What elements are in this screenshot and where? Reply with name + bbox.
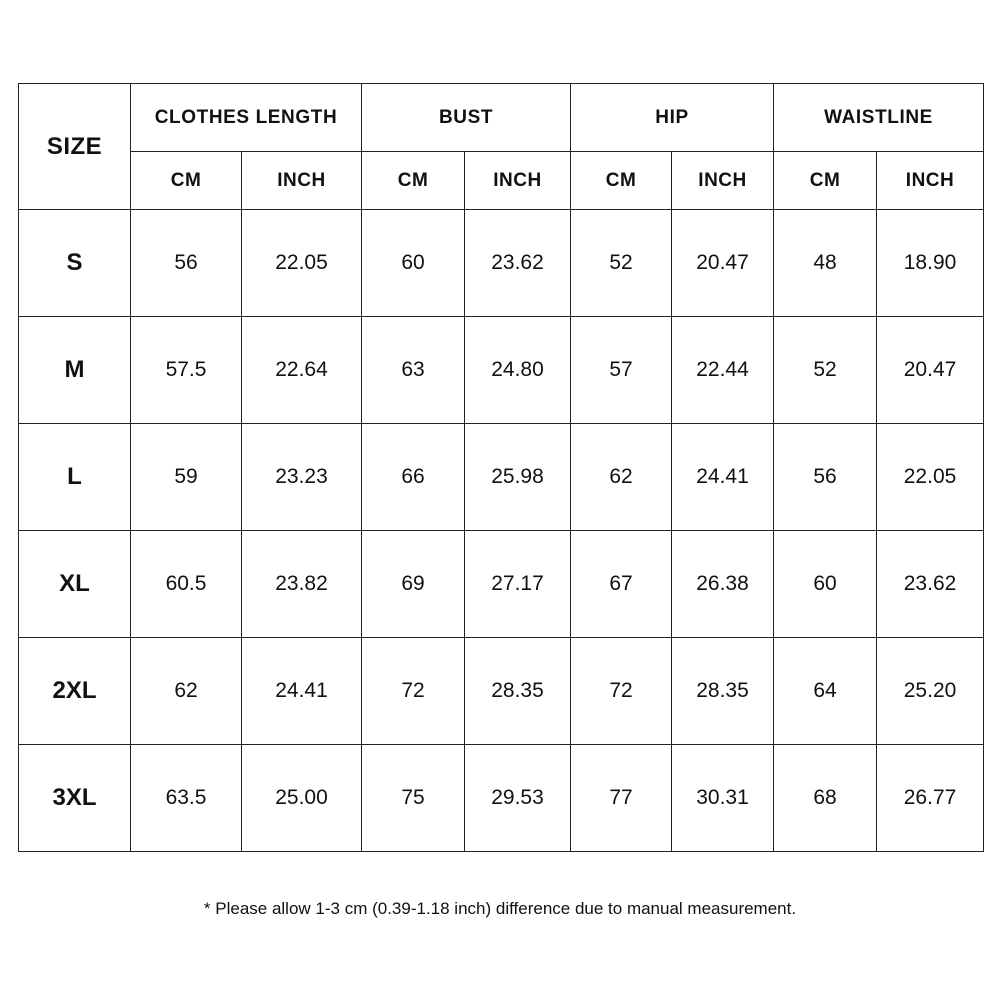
clothes-length-inch-value: 24.41 [242, 638, 362, 745]
size-label: 3XL [19, 745, 131, 852]
waistline-inch-value: 20.47 [877, 317, 984, 424]
bust-inch-value: 29.53 [465, 745, 571, 852]
bust-cm-value: 75 [362, 745, 465, 852]
hip-inch-value: 26.38 [672, 531, 774, 638]
hip-inch-value: 28.35 [672, 638, 774, 745]
bust-cm-value: 66 [362, 424, 465, 531]
table-row [19, 531, 984, 638]
size-label: 2XL [19, 638, 131, 745]
size-label: S [19, 210, 131, 317]
clothes-length-header: CLOTHES LENGTH [131, 84, 362, 152]
unit-header-inch: INCH [465, 152, 571, 210]
clothes-length-cm-value: 56 [131, 210, 242, 317]
bust-cm-value: 63 [362, 317, 465, 424]
clothes-length-cm-value: 62 [131, 638, 242, 745]
hip-inch-value: 24.41 [672, 424, 774, 531]
unit-header-cm: CM [571, 152, 672, 210]
table-row [19, 317, 984, 424]
clothes-length-inch-value: 23.82 [242, 531, 362, 638]
size-chart-table [18, 83, 984, 852]
unit-header-inch: INCH [877, 152, 984, 210]
clothes-length-inch-value: 25.00 [242, 745, 362, 852]
size-label: XL [19, 531, 131, 638]
hip-cm-value: 77 [571, 745, 672, 852]
clothes-length-cm-value: 63.5 [131, 745, 242, 852]
size-column-header: SIZE [19, 84, 131, 210]
waistline-inch-value: 25.20 [877, 638, 984, 745]
hip-inch-value: 20.47 [672, 210, 774, 317]
waistline-cm-value: 68 [774, 745, 877, 852]
group-header-row [19, 84, 984, 152]
waistline-inch-value: 18.90 [877, 210, 984, 317]
bust-inch-value: 28.35 [465, 638, 571, 745]
clothes-length-inch-value: 23.23 [242, 424, 362, 531]
bust-inch-value: 25.98 [465, 424, 571, 531]
waistline-inch-value: 22.05 [877, 424, 984, 531]
unit-header-row [19, 152, 984, 210]
unit-header-inch: INCH [672, 152, 774, 210]
hip-inch-value: 22.44 [672, 317, 774, 424]
waistline-cm-value: 52 [774, 317, 877, 424]
waistline-inch-value: 26.77 [877, 745, 984, 852]
table-row [19, 424, 984, 531]
hip-cm-value: 57 [571, 317, 672, 424]
bust-inch-value: 27.17 [465, 531, 571, 638]
unit-header-cm: CM [774, 152, 877, 210]
hip-cm-value: 52 [571, 210, 672, 317]
clothes-length-inch-value: 22.64 [242, 317, 362, 424]
unit-header-cm: CM [131, 152, 242, 210]
measurement-footnote: * Please allow 1-3 cm (0.39-1.18 inch) difference due to manual measurement. [203, 899, 797, 918]
bust-header: BUST [362, 84, 571, 152]
table-row [19, 210, 984, 317]
hip-cm-value: 62 [571, 424, 672, 531]
table-row [19, 638, 984, 745]
unit-header-inch: INCH [242, 152, 362, 210]
clothes-length-cm-value: 60.5 [131, 531, 242, 638]
hip-cm-value: 72 [571, 638, 672, 745]
bust-cm-value: 72 [362, 638, 465, 745]
waistline-inch-value: 23.62 [877, 531, 984, 638]
size-label: M [19, 317, 131, 424]
waistline-cm-value: 60 [774, 531, 877, 638]
bust-cm-value: 60 [362, 210, 465, 317]
clothes-length-cm-value: 59 [131, 424, 242, 531]
waistline-cm-value: 56 [774, 424, 877, 531]
hip-inch-value: 30.31 [672, 745, 774, 852]
bust-inch-value: 23.62 [465, 210, 571, 317]
hip-header: HIP [571, 84, 774, 152]
clothes-length-cm-value: 57.5 [131, 317, 242, 424]
bust-inch-value: 24.80 [465, 317, 571, 424]
waistline-cm-value: 64 [774, 638, 877, 745]
size-label: L [19, 424, 131, 531]
unit-header-cm: CM [362, 152, 465, 210]
hip-cm-value: 67 [571, 531, 672, 638]
clothes-length-inch-value: 22.05 [242, 210, 362, 317]
waistline-cm-value: 48 [774, 210, 877, 317]
waistline-header: WAISTLINE [774, 84, 984, 152]
bust-cm-value: 69 [362, 531, 465, 638]
table-row [19, 745, 984, 852]
